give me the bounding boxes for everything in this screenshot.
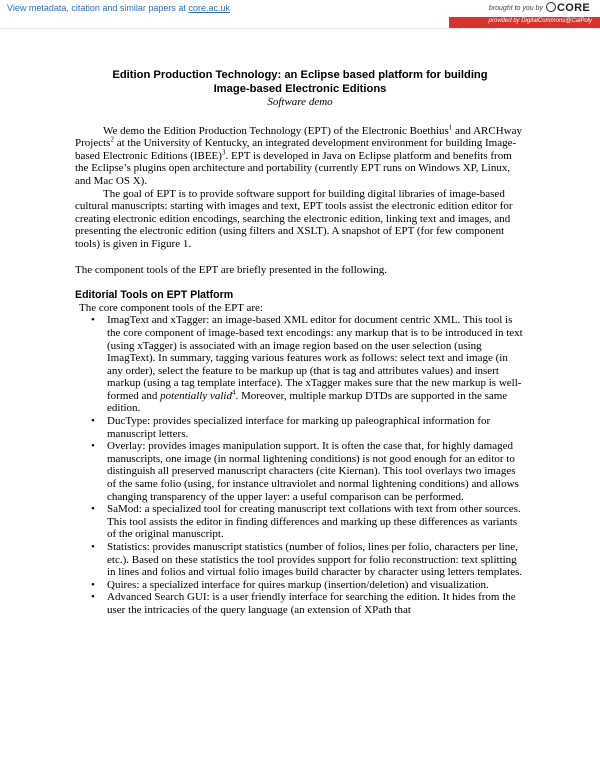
potentially-valid-emphasis: potentially valid [160, 389, 232, 402]
p1-text-a: We demo the Edition Production Technology (EPT) of the Electronic Boethius [103, 124, 449, 137]
p1-text-d: . EPT is developed in Java on Eclipse platform and benefits from the Eclipse’s plugins open architecture and portability (currently EPT runs on Windows XP, Linux, and Mac OS X). [75, 149, 512, 187]
brought-to-you-by [489, 2, 590, 14]
bullet-icon: • [91, 591, 95, 604]
list-item-ductype [75, 415, 525, 440]
p1-text-c: at the University of Kentucky, an integrated development environment for building Image-based Electronic Editions (IBEE) [75, 137, 517, 162]
bullet-icon: • [91, 578, 95, 591]
imagtext-text-b: . Moreover, multiple markup DTDs are supported in the same edition. [107, 389, 508, 415]
core-link-domain[interactable]: core.ac.uk [188, 3, 230, 13]
core-logo[interactable] [546, 2, 590, 14]
list-item-samod [75, 503, 525, 541]
brought-by-text: brought to you by [488, 4, 544, 12]
footnote-ref-2: 2 [110, 135, 114, 144]
bullet-icon: • [91, 415, 95, 428]
statistics-text: Statistics: provides manuscript statistics (number of folios, lines per folio, characters per line, etc.). Based on these statistics the tool provides support for folio reconstruction: text splitting in lines and folios and virtual folio images build character by character using letters templates. [107, 541, 523, 579]
core-logo-text: CORE [557, 2, 590, 14]
quires-text: Quires: a specialized interface for quires markup (insertion/deletion) and visualization. [107, 578, 489, 591]
search-text: Advanced Search GUI: is a user friendly interface for searching the edition. It hides from the user the intricacies of the query language (an extension of XPath that [107, 591, 516, 616]
imagtext-text-a: ImagText and xTagger: an image-based XML editor for document centric XML. This tool is the core component of image-based text encodings: any markup that is to be introduced in text (using xTagger) is associated with an image region based on the user selection (using ImagText). In summary, tagging various features work as follows: select text and image (in any order), select the feature to be markup up (that is tag and attributes values) and insert markup (using a tag template interface). The xTagger makes sure that the new markup is well-formed and [107, 314, 523, 402]
footnote-ref-3: 3 [221, 148, 226, 157]
paper-subtitle: Software demo [267, 96, 333, 108]
title-line-2: Image-based Electronic Editions [213, 83, 387, 95]
bullet-icon: • [91, 314, 95, 327]
core-link-text: View metadata, citation and similar papers at [7, 3, 189, 13]
bullet-icon: • [91, 541, 95, 553]
core-logo-icon [546, 2, 556, 12]
ductype-text: DucType: provides specialized interface for marking up paleographical information for manuscript letters. [107, 415, 491, 440]
footnote-ref-4: 4 [231, 388, 236, 397]
paragraph-3: The component tools of the EPT are briefly presented in the following. [75, 263, 387, 276]
list-item-imagtext [75, 314, 525, 415]
provided-by-badge[interactable] [449, 17, 600, 28]
component-list [75, 314, 525, 616]
provided-by-text: provided by DigitalCommons@CalPoly [488, 18, 592, 24]
section-intro: The core component tools of the EPT are: [79, 301, 263, 314]
title-line-1: Edition Production Technology: an Eclipse based platform for building [112, 69, 488, 81]
bullet-icon: • [91, 503, 95, 516]
list-item-overlay [75, 440, 525, 503]
footnote-ref-1: 1 [448, 122, 453, 131]
list-item-statistics [75, 541, 525, 579]
core-banner [0, 0, 600, 29]
section-heading: Editorial Tools on EPT Platform [75, 289, 234, 302]
list-item-search [75, 591, 525, 616]
paper-title [75, 68, 525, 96]
bullet-icon: • [91, 440, 95, 453]
overlay-text: Overlay: provides images manipulation support. It is often the case that, for highly damaged manuscripts, one image (in normal lightening conditions) is not good enough for an editor to distinguish all preserved manuscript characters (cite Kiernan). This tool overlays two images of the same folio (using, for instance ultraviolet and normal lightening conditions) and allows changing transparency of the upper layer: a useful comparison can be performed. [107, 440, 519, 503]
samod-text: SaMod: a specialized tool for creating manuscript text collations with text from other sources. This tool assists the editor in finding differences and marking up these differences as variants of the original manuscript. [107, 503, 521, 541]
paragraph-2: The goal of EPT is to provide software support for building digital libraries of image-based cultural manuscripts: starting with images and text, EPT tools assist the electronic edition editor for creating electronic edition encodings, searching the electronic edition, linking text and images, and presenting the electronic edition (using filters and XSLT). A snapshot of EPT (for few component tools) is given in Figure 1. [75, 187, 513, 250]
paragraph-1 [75, 122, 525, 188]
p1-text-b: and ARCHway Projects [75, 124, 522, 150]
paper-page [75, 68, 525, 617]
list-item-quires [75, 579, 525, 592]
core-metadata-link[interactable] [7, 3, 230, 13]
